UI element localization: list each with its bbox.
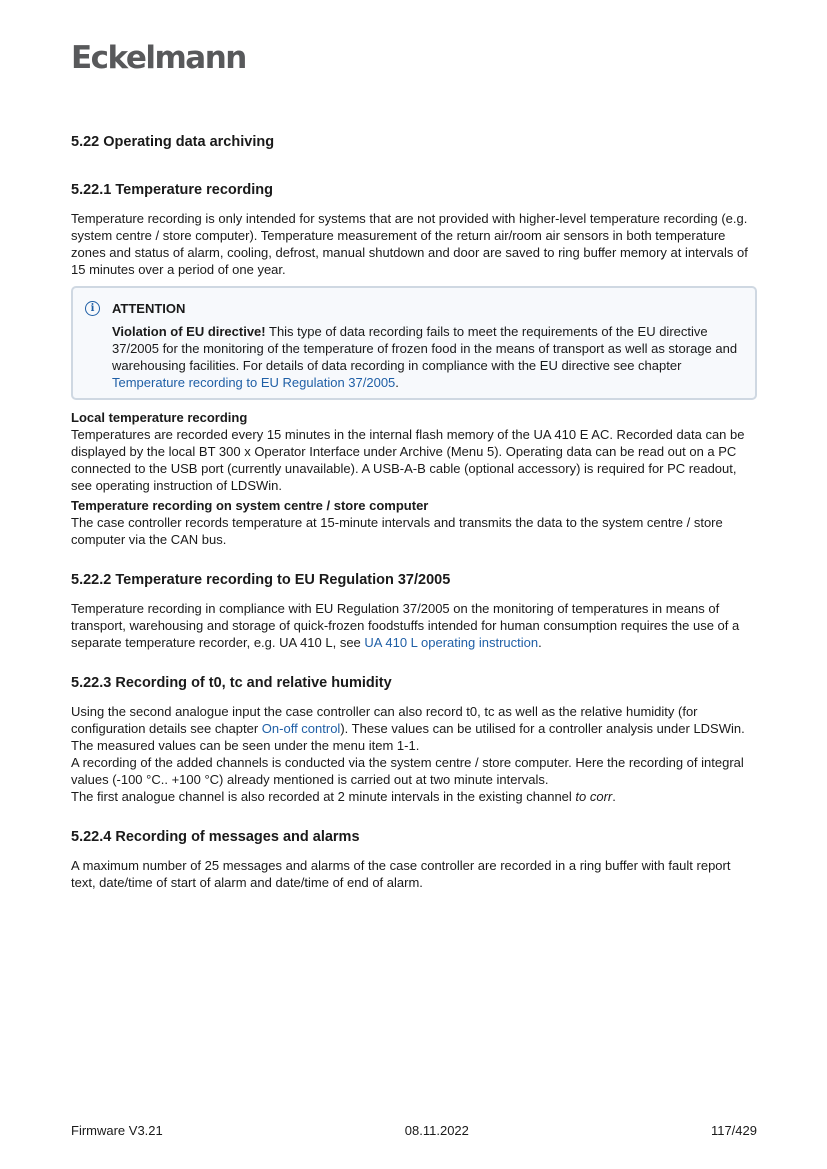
info-icon: i: [85, 301, 100, 316]
messages-paragraph: A maximum number of 25 messages and alarms of the case controller are recorded in a ring buffer with fault report text, date/time of start of alarm and date/time of end of alarm.: [71, 858, 731, 890]
system-recording-heading: Temperature recording on system centre / store computer: [71, 498, 429, 513]
local-recording-text: Temperatures are recorded every 15 minutes in the internal flash memory of the UA 410 E AC. Recorded data can be displayed by the local BT 300 x Operator Interface under Archive (Menu 5). Operating data can be read out on a PC connected to the USB port (currently unavailable). A USB-A-B cable (optional accessory) is required for PC readout, see operating instruction of LDSWin.: [71, 427, 745, 493]
page-footer: [71, 1123, 757, 1138]
humidity-paragraph-2: A recording of the added channels is conducted via the system centre / store computer. Here the recording of integral values (-100 °C.. +100 °C) already mentioned is carried out at two minute intervals.: [71, 755, 744, 787]
footer-page-number: 117/429: [710, 1123, 757, 1138]
section-eu-regulation: [71, 570, 757, 651]
attention-tail: .: [395, 375, 399, 390]
p3-start: The first analogue channel is also recorded at 2 minute intervals in the existing channel: [71, 789, 576, 804]
section-title: 5.22 Operating data archiving: [71, 134, 275, 150]
section-temperature-recording: [71, 180, 757, 548]
link-eu-regulation[interactable]: Temperature recording to EU Regulation 37/2005: [112, 375, 396, 390]
footer-date: 08.11.2022: [404, 1123, 469, 1138]
attention-lead: Violation of EU directive!: [112, 324, 266, 339]
subsection-title: 5.22.2 Temperature recording to EU Regulation 37/2005: [71, 572, 451, 588]
attention-text: This type of data recording fails to meet the requirements of the EU directive 37/2005 for the monitoring of the temperature of frozen food in the means of transport as well as storage and warehousing facilities. For details of data recording in compliance with the EU directive see chapter: [112, 324, 738, 373]
page: [71, 0, 757, 1169]
eu-regulation-paragraph: [71, 600, 757, 651]
subsection-title: 5.22.4 Recording of messages and alarms: [71, 829, 360, 845]
link-on-off-control[interactable]: On-off control: [261, 721, 341, 736]
eu-text: Temperature recording in compliance with EU Regulation 37/2005 on the monitoring of temperatures in means of transport, warehousing and storage of quick-frozen foodstuffs intended for human consumption requires the use of a separate temperature recorder, e.g. UA 410 L, see: [71, 601, 740, 650]
eckelmann-logo: Eckelmann: [71, 40, 246, 76]
humidity-paragraph-3: [71, 788, 757, 805]
eu-tail: .: [538, 635, 542, 650]
local-recording-heading: Local temperature recording: [71, 410, 248, 425]
system-recording-block: [71, 498, 757, 548]
p3-end: .: [612, 789, 616, 804]
humidity-paragraph-1: [71, 703, 757, 754]
p1-start: Using the second analogue input the case controller can also record t0, tc as well as the relative humidity (for configuration details see chapter: [71, 704, 698, 736]
attention-header: [85, 297, 743, 319]
subsection-title: 5.22.1 Temperature recording: [71, 182, 274, 198]
section-messages-alarms: [71, 827, 757, 891]
p1-end: ). These values can be utilised for a controller analysis under LDSWin. The measured values can be seen under the menu item 1-1.: [71, 721, 745, 753]
attention-box: [71, 286, 757, 400]
section-t0-tc-humidity: [71, 673, 757, 805]
subsection-title: 5.22.3 Recording of t0, tc and relative humidity: [71, 675, 392, 691]
attention-title: ATTENTION: [112, 300, 186, 316]
p3-italic: to corr: [575, 789, 613, 804]
local-recording-block: [71, 410, 757, 494]
attention-body: [85, 323, 743, 391]
footer-firmware: Firmware V3.21: [71, 1123, 163, 1138]
intro-paragraph: Temperature recording is only intended for systems that are not provided with higher-level temperature recording (e.g. system centre / store computer). Temperature measurement of the return air/room air sensors in both temperature zones and status of alarm, cooling, defrost, manual shutdown and door are saved to ring buffer memory at intervals of 15 minutes over a period of one year.: [71, 211, 748, 277]
content: [71, 132, 757, 891]
system-recording-text: The case controller records temperature at 15-minute intervals and transmits the data to the system centre / store computer via the CAN bus.: [71, 515, 723, 547]
link-ua410l-instruction[interactable]: UA 410 L operating instruction: [364, 635, 539, 650]
